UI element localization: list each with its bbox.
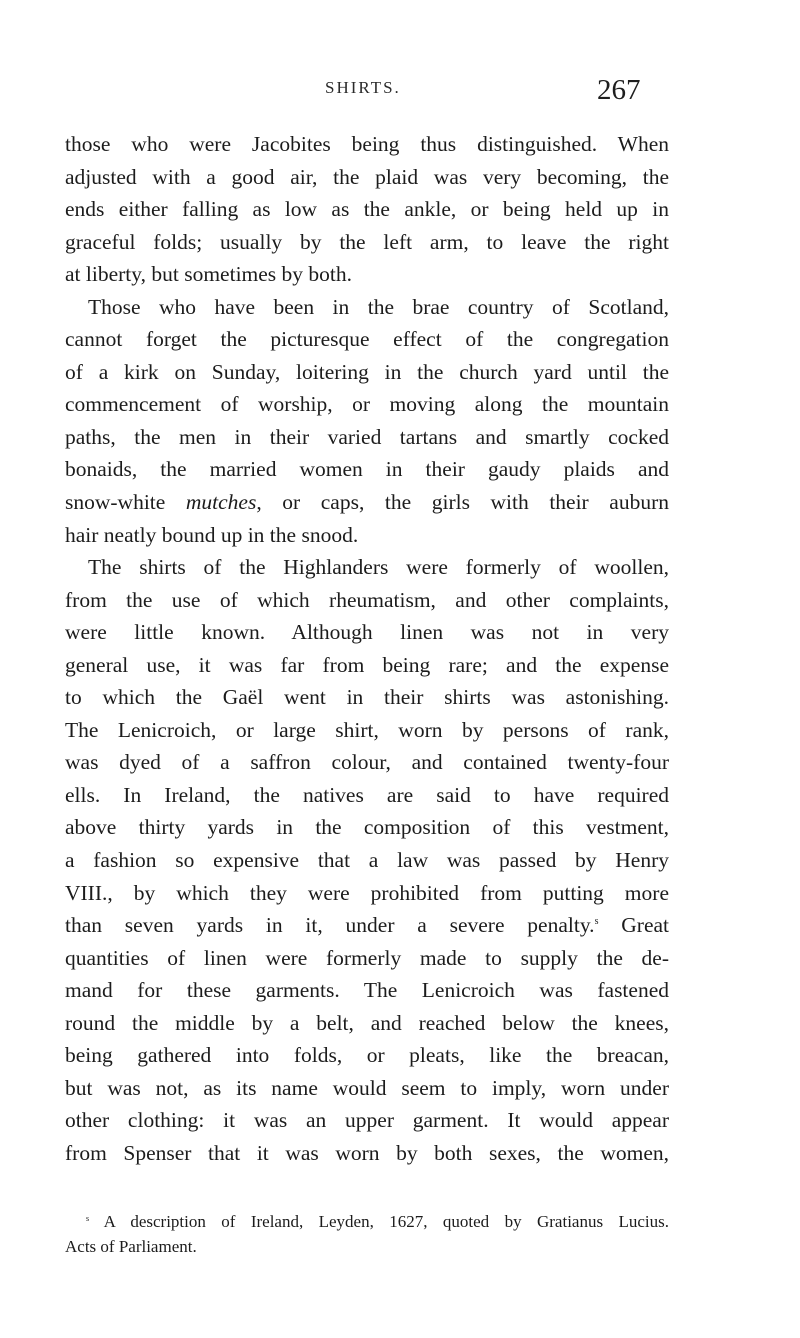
text-line: Those who have been in the brae country of Scotland, — [88, 294, 669, 319]
text-line: above thirty yards in the composition of this vestment, — [65, 815, 669, 840]
text-line: quantities of linen were formerly made to supply the de- — [65, 945, 669, 970]
text-line: adjusted with a good air, the plaid was very becoming, the — [65, 164, 669, 189]
text-line: The Lenicroich, or large shirt, worn by persons of rank, — [65, 717, 669, 742]
text-line: bonaids, the married women in their gaudy plaids and — [65, 457, 669, 482]
text-line: a fashion so expensive that a law was passed by Henry — [65, 848, 669, 873]
text-line: graceful folds; usually by the left arm, to leave the right — [65, 229, 669, 254]
footnote — [65, 1209, 669, 1259]
footnote-marker: s — [594, 916, 599, 928]
text-line: at liberty, but sometimes by both. — [65, 262, 353, 287]
text-line: was dyed of a saffron colour, and contained twenty-four — [65, 750, 669, 775]
text-line: commencement of worship, or moving along the mountain — [65, 392, 669, 417]
text-line: mand for these garments. The Lenicroich was fastened — [65, 978, 669, 1003]
text-segment: Great — [598, 913, 670, 938]
text-line — [65, 909, 669, 942]
text-line: general use, it was far from being rare; and the expense — [65, 652, 669, 677]
text-line: round the middle by a belt, and reached below the knees, — [65, 1010, 669, 1035]
text-line: hair neatly bound up in the snood. — [65, 522, 359, 547]
text-line: The shirts of the Highlanders were formerly of woollen, — [88, 555, 669, 580]
text-line: of a kirk on Sunday, loitering in the church yard until the — [65, 359, 669, 384]
footnote-marker: s — [86, 1214, 90, 1223]
text-line: ends either falling as low as the ankle, or being held up in — [65, 197, 669, 222]
text-line: to which the Gaël went in their shirts was astonishing. — [65, 685, 669, 710]
italic-term: mutches — [185, 490, 257, 515]
text-line: paths, the men in their varied tartans and smartly cocked — [65, 424, 669, 449]
text-line — [65, 486, 669, 519]
body-text — [65, 128, 669, 1170]
text-line: but was not, as its name would seem to imply, worn under — [65, 1075, 669, 1100]
text-line: those who were Jacobites being thus distinguished. When — [65, 132, 669, 156]
text-line: from the use of which rheumatism, and other complaints, — [65, 587, 669, 612]
text-line: other clothing: it was an upper garment. It would appear — [65, 1108, 669, 1133]
text-line: were little known. Although linen was not in very — [65, 620, 669, 645]
text-line: cannot forget the picturesque effect of the congregation — [65, 327, 669, 352]
text-segment: , or caps, the girls with their auburn — [256, 490, 669, 515]
text-line: ells. In Ireland, the natives are said to have required — [65, 782, 669, 807]
footnote-line: Acts of Parliament. — [65, 1237, 197, 1256]
text-line: from Spenser that it was worn by both sexes, the women, — [65, 1140, 669, 1165]
text-segment: snow-white — [65, 490, 186, 515]
text-line: VIII., by which they were prohibited from putting more — [65, 880, 669, 905]
footnote-text: A description of Ireland, Leyden, 1627, quoted by Gratianus Lucius. — [89, 1212, 669, 1231]
text-segment: than seven yards in it, under a severe penalty. — [65, 913, 595, 938]
page-number: 267 — [597, 74, 641, 106]
footnote-line — [65, 1209, 669, 1234]
running-head: SHIRTS. — [325, 78, 401, 97]
text-line: being gathered into folds, or pleats, like the breacan, — [65, 1043, 669, 1068]
